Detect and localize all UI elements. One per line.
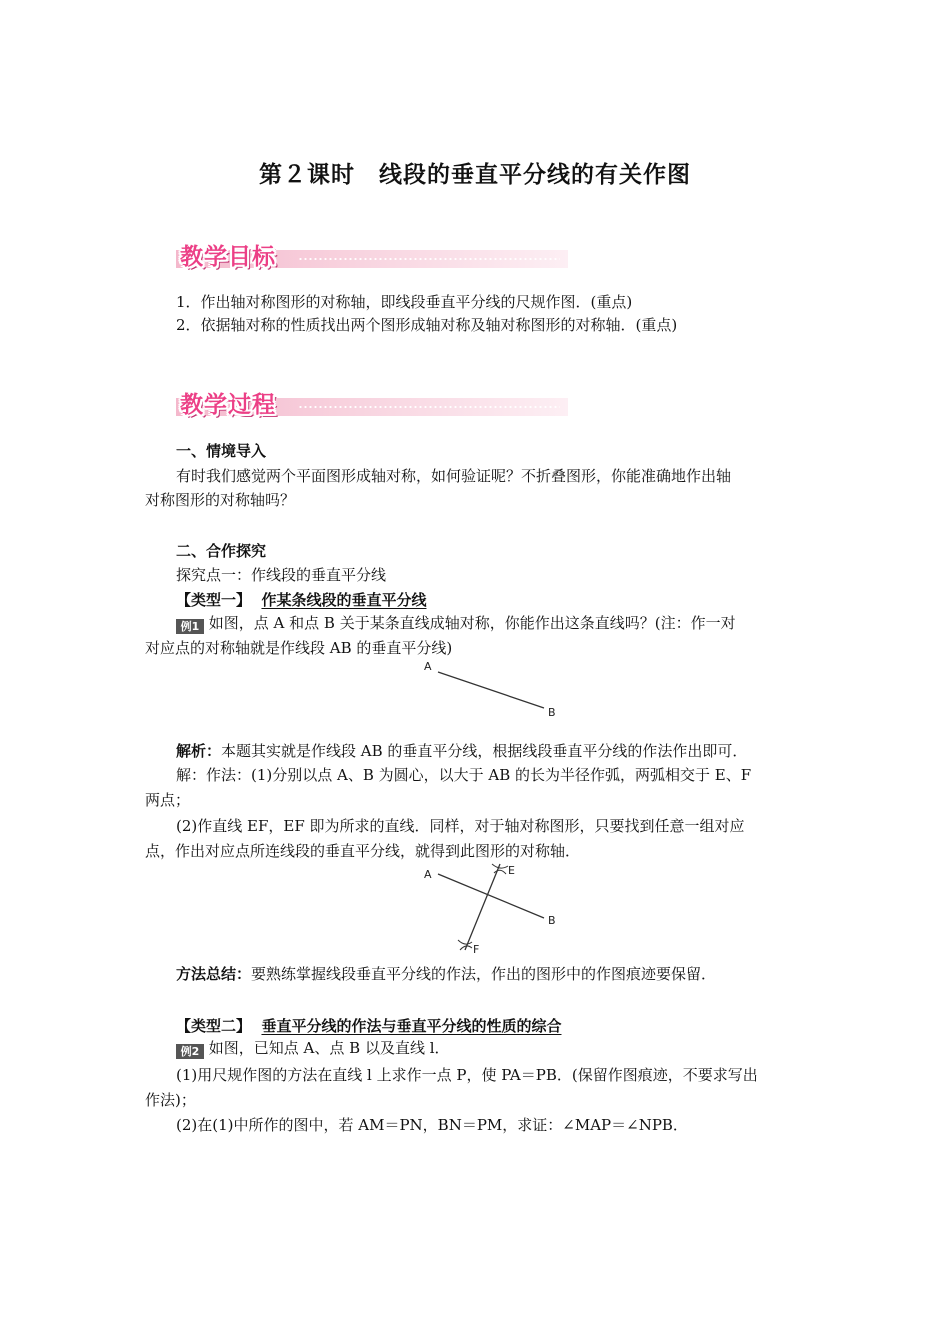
section-heading: 一、情境导入	[176, 442, 267, 460]
section-heading: 二、合作探究	[176, 542, 267, 560]
type2-heading	[176, 1015, 561, 1037]
type1-tag: 【类型一】	[176, 591, 252, 609]
analysis-label: 解析：	[176, 742, 222, 760]
paragraph-line: 对称图形的对称轴吗？	[145, 491, 296, 509]
page-title: 第２课时 线段的垂直平分线的有关作图	[259, 162, 691, 188]
inquiry-point: 探究点一：作线段的垂直平分线	[176, 566, 387, 584]
method-text: 要熟练掌握线段垂直平分线的作法，作出的图形中的作图痕迹要保留．	[251, 965, 717, 983]
arc-mark-f	[458, 940, 472, 944]
example2-line: (1)用尺规作图的方法在直线 l 上求作一点 P，使 PA＝PB．(保留作图痕迹，不要求写出	[176, 1066, 758, 1084]
figure-perpendicular-bisector	[420, 858, 570, 958]
point-f-label: F	[473, 943, 480, 956]
point-a-label: A	[424, 660, 432, 673]
example2-line: (2)在(1)中所作的图中，若 AM＝PN，BN＝PM，求证：∠MAP＝∠NPB．	[176, 1116, 688, 1134]
example-badge: 例2	[176, 1044, 204, 1059]
paragraph-line: 有时我们感觉两个平面图形成轴对称，如何验证呢？不折叠图形，你能准确地作出轴	[176, 467, 732, 485]
figure-segment-ab	[420, 658, 570, 720]
point-a-label: A	[424, 868, 432, 881]
point-b-label: B	[548, 914, 556, 927]
solution-line: 解：作法：(1)分别以点 A、B 为圆心，以大于 AB 的长为半径作弧，两弧相交于 E、F	[176, 766, 752, 784]
solution-line: 点，作出对应点所连线段的垂直平分线，就得到此图形的对称轴．	[145, 842, 581, 860]
goal-item: 1．作出轴对称图形的对称轴，即线段垂直平分线的尺规作图．(重点)	[176, 293, 633, 311]
type2-tag: 【类型二】	[176, 1017, 252, 1035]
method-label: 方法总结：	[176, 965, 252, 983]
type1-heading	[176, 589, 426, 611]
analysis-line	[176, 740, 747, 762]
teaching-goals-banner	[176, 238, 568, 274]
method-summary	[176, 963, 716, 985]
example1-line: 对应点的对称轴就是作线段 AB 的垂直平分线)	[145, 639, 453, 657]
goal-item: 2．依据轴对称的性质找出两个图形成轴对称及轴对称图形的对称轴．(重点)	[176, 316, 678, 334]
example2-line: 作法)；	[145, 1091, 196, 1109]
point-b-label: B	[548, 706, 556, 719]
segment-ab	[438, 672, 544, 708]
banner-label: 教学过程	[180, 392, 276, 418]
banner-label: 教学目标	[180, 244, 276, 270]
type2-title: 垂直平分线的作法与垂直平分线的性质的综合	[261, 1017, 562, 1035]
solution-line: 两点；	[145, 791, 191, 809]
example1-text: 如图，点 A 和点 B 关于某条直线成轴对称，你能作出这条直线吗？(注：作一对	[208, 614, 736, 632]
example2-text: 如图，已知点 A、点 B 以及直线 l．	[208, 1039, 450, 1057]
teaching-process-banner	[176, 386, 568, 422]
example-badge: 例1	[176, 619, 204, 634]
solution-line: (2)作直线 EF，EF 即为所求的直线．同样，对于轴对称图形，只要找到任意一组对应	[176, 817, 745, 835]
type1-title: 作某条线段的垂直平分线	[261, 591, 427, 609]
example1-line	[176, 612, 736, 634]
segment-ab	[438, 874, 544, 918]
bisector-ef	[465, 864, 500, 950]
analysis-text: 本题其实就是作线段 AB 的垂直平分线，根据线段垂直平分线的作法作出即可．	[221, 742, 748, 760]
point-e-label: E	[508, 864, 515, 877]
example2-line	[176, 1037, 450, 1059]
